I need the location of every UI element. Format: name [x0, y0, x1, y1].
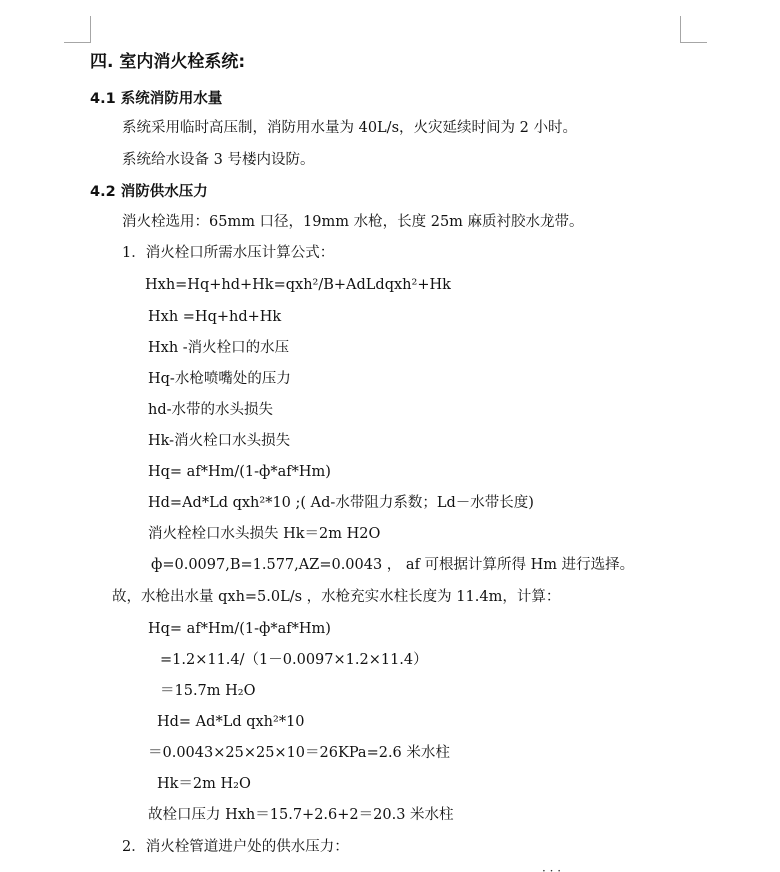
water-volume-text: 系统采用临时高压制，消防用水量为 40L/s，火灾延续时间为 2 小时。 [122, 120, 577, 136]
calc-hk: Hk＝2m H₂O [157, 776, 251, 792]
subsection-4-2-title: 4.2 消防供水压力 [90, 184, 208, 200]
calc-hd-result: ＝0.0043×25×25×10＝26KPa=2.6 米水柱 [148, 745, 450, 761]
parameters-text: ф=0.0097,B=1.577,AZ=0.0043 ， af 可根据计算所得 Hm 进行选择。 [151, 557, 635, 573]
formula-hd: Hd=Ad*Ld qxh²*10 ;( Ad-水带阻力系数；Ld－水带长度) [148, 495, 534, 511]
formula-hq: Hq= af*Hm/(1-ф*af*Hm) [148, 464, 331, 480]
list-item-2: 2．消火栓管道进户处的供水压力： [122, 839, 349, 855]
outlet-pressure-result: 故栓口压力 Hxh＝15.7+2.6+2＝20.3 米水柱 [148, 807, 454, 823]
therefore-text: 故，水枪出水量 qxh=5.0L/s ，水枪充实水柱长度为 11.4m，计算： [112, 589, 561, 605]
definition-hd: hd-水带的水头损失 [148, 402, 274, 418]
list-item-1: 1．消火栓口所需水压计算公式： [122, 245, 335, 261]
section-heading: 四. 室内消火栓系统: [90, 52, 246, 72]
subsection-4-1-title: 4.1 系统消防用水量 [90, 91, 223, 107]
page-corner-mark-right [680, 16, 707, 43]
water-supply-equipment-text: 系统给水设备 3 号楼内设防。 [122, 152, 315, 168]
calc-hq-formula: Hq= af*Hm/(1-ф*af*Hm) [148, 621, 331, 637]
hydrant-selection-text: 消火栓选用：65mm 口径，19mm 水枪，长度 25m 麻质衬胶水龙带。 [122, 214, 584, 230]
page-corner-mark-left [64, 16, 91, 43]
definition-hq: Hq-水枪喷嘴处的压力 [148, 371, 291, 387]
definition-hk: Hk-消火栓口水头损失 [148, 433, 291, 449]
calc-hd-formula: Hd= Ad*Ld qxh²*10 [157, 714, 305, 730]
calc-hq-result: ＝15.7m H₂O [160, 683, 256, 699]
calc-hq-substitution: =1.2×11.4/（1－0.0097×1.2×11.4） [160, 652, 428, 668]
formula-sum: Hxh =Hq+hd+Hk [148, 309, 282, 325]
formula-main: Hxh=Hq+hd+Hk=qxh²/B+AdLdqxh²+Hk [145, 277, 451, 293]
cut-off-text-fragment: · · · [542, 864, 562, 872]
hk-value-text: 消火栓栓口水头损失 Hk＝2m H2O [148, 526, 381, 542]
definition-hxh: Hxh -消火栓口的水压 [148, 340, 290, 356]
